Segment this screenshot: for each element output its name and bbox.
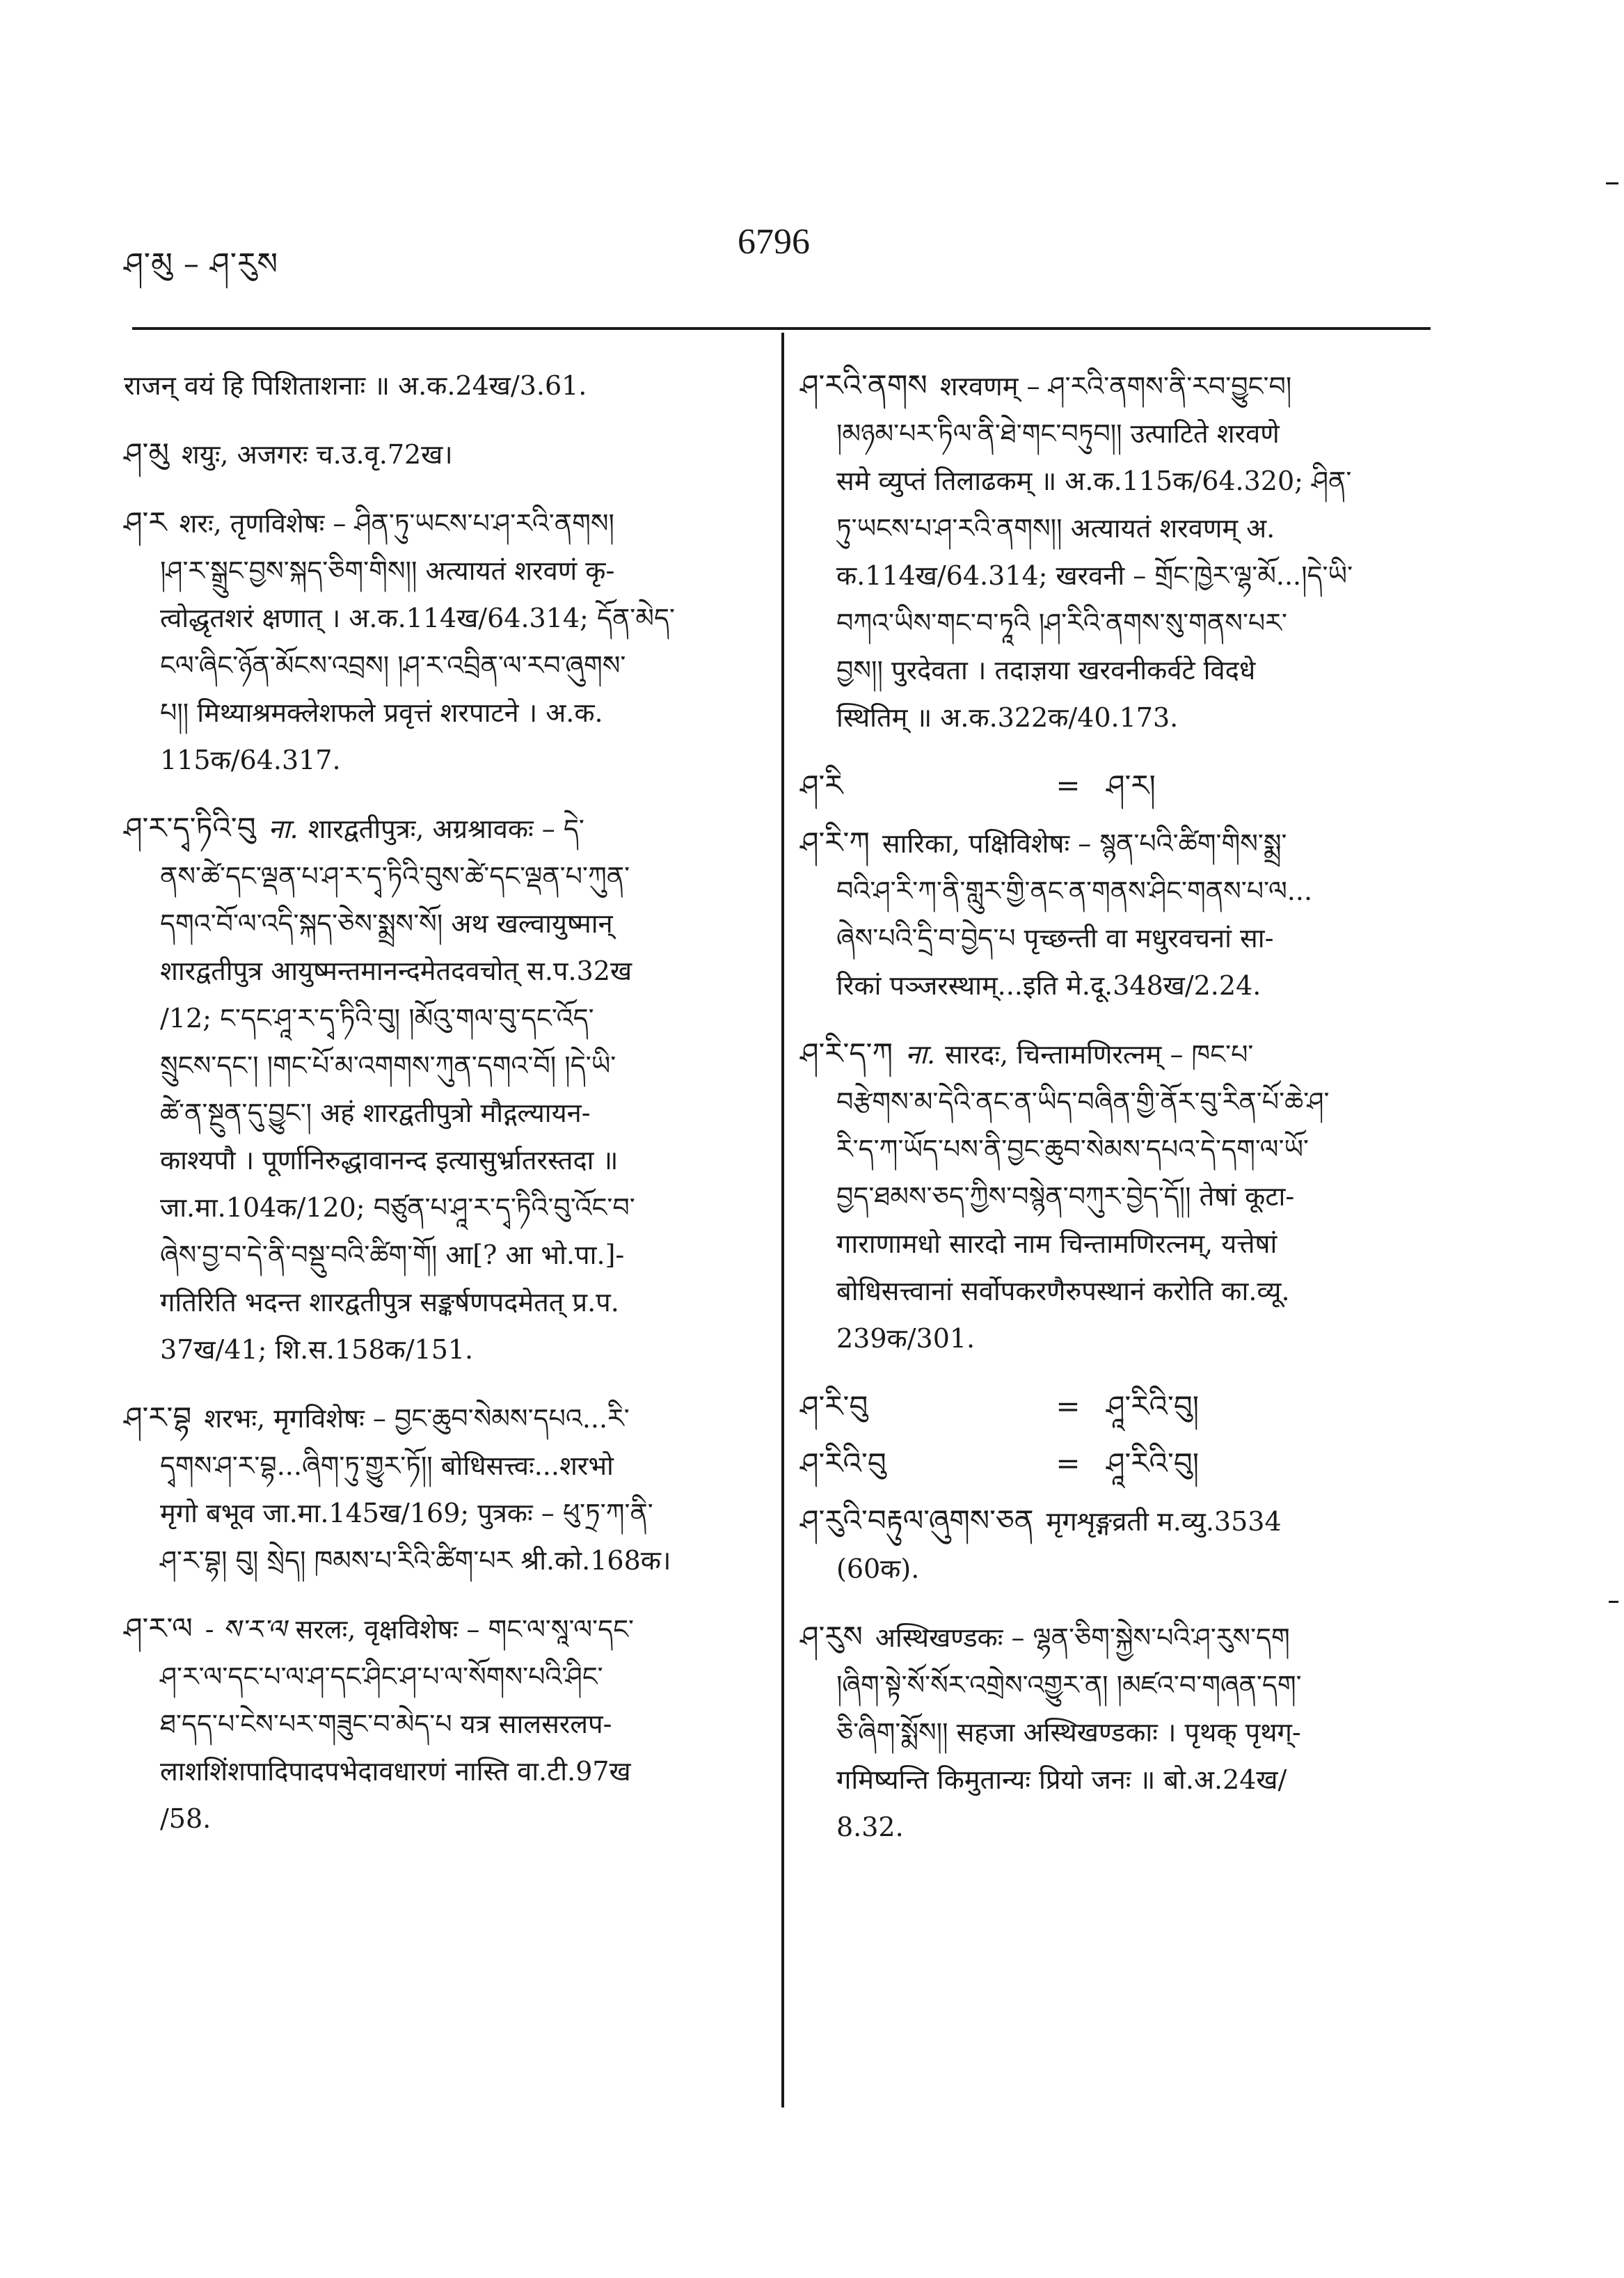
entry-text: गमिष्यन्ति किमुतान्यः प्रियो जनः ॥ बो.अ.24ख/ — [836, 1764, 1287, 1795]
entry-text: །ཤ་ར་སྒྲུང་བྱས་སྐད་ཅིག་གིས།། अत्यायतं शरवणं कृ- — [160, 555, 615, 586]
entry-line — [800, 1661, 1426, 1709]
dictionary-entry — [124, 430, 764, 478]
entry-line — [800, 362, 1426, 410]
entry-line — [124, 947, 764, 995]
entry-text: བའི་ཤ་རི་ཀ་ནི་གླུར་གྱི་ནང་ན་གནས་ཤིང་གནས་པ་ལ... — [836, 876, 1313, 906]
column-divider — [781, 333, 784, 2107]
entry-text: རི་ད་ཀ་ཡོད་པས་ནི་བྱང་ཆུབ་སེམས་དཔའ་དེ་དག་ལ་ཡོ་ — [836, 1134, 1309, 1164]
cross-reference-target: ཤཱ་རིའི་བུ། — [1106, 1446, 1200, 1480]
edge-mark — [1609, 1601, 1618, 1603]
entry-line — [800, 1220, 1426, 1267]
entry-line — [800, 599, 1426, 647]
running-head: ཤ་མུ – ཤ་རུས — [124, 246, 279, 282]
entry-line — [124, 900, 764, 947]
entry-line — [124, 1326, 764, 1373]
headword: ཤ་རིའི་བུ — [800, 1446, 886, 1480]
entry-text: /12; ང་དང་ཤཱ་ར་དྭ་ཏིའི་བུ། །མོའུ་གལ་བུ་དང་འོད་ — [160, 1003, 594, 1034]
entry-line — [124, 1795, 764, 1842]
entry-text: अस्थिखण्डकः – ལྷན་ཅིག་སྐྱེས་པའི་ཤ་རུས་དག — [875, 1622, 1290, 1653]
entry-line — [124, 1089, 764, 1137]
entry-line — [124, 1653, 764, 1700]
headword: ཤ་ར་བྷ — [124, 1400, 192, 1434]
entry-line — [124, 594, 764, 642]
entry-text: समे व्युप्तं तिलाढकम् ॥ अ.क.115क/64.320; ཤིན་ — [836, 466, 1352, 496]
entry-line — [800, 647, 1426, 694]
equals-sign: = — [1056, 1446, 1081, 1480]
headword: ཤ་རི — [800, 768, 843, 802]
entry-text: །ཞིག་སྟེ་སོ་སོར་འགྲེས་འགྱུར་ན། །མཛའ་བ་གཞན་དག་ — [836, 1670, 1302, 1700]
entry-line — [800, 1030, 1426, 1078]
equals-sign: = — [1056, 768, 1081, 802]
entry-text: रिकां पञ्जरस्थाम्...इति मे.दू.348ख/2.24. — [836, 970, 1261, 1001]
headword: ཤ་རི་ཀ — [800, 825, 870, 860]
entry-line — [124, 1700, 764, 1748]
entry-line — [124, 1231, 764, 1279]
entry-text: ཅི་ཞིག་སྨོས།། सहजा अस्थिखण्डकाः । पृथक् पृथग्- — [836, 1717, 1301, 1748]
entry-line — [800, 915, 1426, 962]
entry-text: བྱད་ཐམས་ཅད་ཀྱིས་བསྙེན་བཀུར་བྱེད་དོ།། तेषां कूटा- — [836, 1181, 1295, 1212]
entry-text: त्वोद्धृतशरं क्षणात् । अ.क.114ख/64.314; དོན་མེད་ — [160, 603, 675, 633]
cross-reference-target: ཤ་ར། — [1106, 768, 1156, 802]
entry-text: गतिरिति भदन्त शारद्वतीपुत्र सङ्कर्षणपदमेतत् प्र.प. — [160, 1287, 619, 1318]
entry-text: /58. — [160, 1803, 212, 1834]
entry-line — [124, 1537, 764, 1584]
entry-text: स्थितिम् ॥ अ.क.322क/40.173. — [836, 702, 1179, 733]
dictionary-entry — [800, 1497, 1426, 1592]
headword: ཤ་རི་བུ — [800, 1389, 868, 1423]
entry-text: शारद्वतीपुत्रः, अग्रश्रावकः – དེ་ — [308, 814, 584, 844]
entry-line — [124, 499, 764, 547]
entry-text: ཏུ་ཡངས་པ་ཤ་རའི་ནགས།། अत्यायतं शरवणम् अ. — [836, 513, 1275, 544]
entry-line — [124, 642, 764, 689]
entry-line — [800, 1173, 1426, 1220]
entry-text: मृगो बभूव जा.मा.145ख/169; पुत्रकः – ཕུ་ཏྲ་ཀ་ནི་ — [160, 1498, 653, 1528]
entry-line — [124, 1748, 764, 1795]
entry-text: ཤ་ར་ལ་དང་པ་ལ་ཤ་དང་ཤིང་ཤ་པ་ལ་སོགས་པའི་ཤིང་ — [160, 1661, 603, 1692]
entry-text: सारिका, पक्षिविशेषः – སྙན་པའི་ཚིག་གིས་སྨྲ་ — [882, 828, 1287, 859]
entry-text: བརྩེགས་མ་དེའི་ནང་ན་ཡིད་བཞིན་གྱི་ནོར་བུ་རིན་པོ་ཆེ་ཤ་ — [836, 1086, 1330, 1117]
entry-text: शारद्वतीपुत्र आयुष्मन्तमानन्दमेतदवचोत् स.प.32ख — [160, 956, 632, 986]
page-number: 6796 — [738, 222, 810, 262]
equals-sign: = — [1056, 1389, 1081, 1423]
entry-line — [800, 1545, 1426, 1592]
entry-text: བཀའ་ཡིས་གང་བ་ཏཱའི །ཤ་རིའི་ནགས་སུ་གནས་པར་ — [836, 608, 1287, 638]
headword: ཤ་མུ — [124, 436, 169, 470]
entry-text: དགའ་བོ་ལ་འདི་སྐད་ཅེས་སྨྲས་སོ། अथ खल्वायुष्मान् — [160, 908, 613, 939]
headword: ཤ་ར་ལ — [124, 1611, 193, 1645]
header-rule — [132, 327, 1431, 330]
entry-line — [124, 362, 764, 409]
headword: ཤ་རུའི་བརྟུལ་ཞུགས་ཅན — [800, 1503, 1034, 1537]
entry-text: 115क/64.317. — [160, 745, 341, 775]
entry-text: सरलः, वृक्षविशेषः – གང་ལ་སཱ་ལ་དང་ — [295, 1614, 634, 1645]
entry-line — [800, 1803, 1426, 1851]
right-column — [800, 362, 1426, 1872]
entry-text: 37ख/41; शि.स.158क/151. — [160, 1334, 474, 1365]
entry-line — [800, 1078, 1426, 1125]
entry-line — [800, 1613, 1426, 1661]
dictionary-entry — [124, 499, 764, 784]
entry-line — [800, 1497, 1426, 1545]
dictionary-entry — [800, 362, 1426, 741]
entry-text: ངལ་ཞིང་ཉོན་མོངས་འབྲས། །ཤ་ར་འབྲིན་ལ་རབ་ཞུགས་ — [160, 650, 626, 681]
entry-line — [800, 867, 1426, 915]
entry-line — [124, 430, 764, 478]
entry-line — [124, 1489, 764, 1537]
entry-line — [124, 805, 764, 853]
entry-line — [800, 1267, 1426, 1315]
entry-text: ཚེ་ན་སྔུན་དུ་བྱུང་། अहं शारद्वतीपुत्रो मौद्गल्यायन- — [160, 1098, 591, 1128]
entry-line — [124, 1184, 764, 1231]
entry-text: शरभः, मृगविशेषः – བྱང་ཆུབ་སེམས་དཔའ...རི་ — [204, 1403, 630, 1434]
entry-line — [800, 694, 1426, 741]
dictionary-entry — [124, 362, 764, 409]
dictionary-entry — [124, 1394, 764, 1584]
entry-text: །མཉམ་པར་ཏིལ་ནི་ཐེ་གང་བཏུབ།། उत्पाटिते शरवणे — [836, 418, 1280, 449]
dictionary-entry — [800, 1613, 1426, 1851]
entry-line — [124, 1394, 764, 1442]
entry-line — [124, 1137, 764, 1184]
name-abbreviation: ना. — [905, 1039, 936, 1070]
dictionary-entry — [124, 805, 764, 1373]
headword: ཤ་རི་ད་ཀ — [800, 1036, 893, 1070]
entry-text: काश्यपौ । पूर्णानिरुद्धावानन्द इत्यासुर्भ्रातरस्तदा ॥ — [160, 1145, 619, 1176]
entry-text: ཞེས་བྱ་བ་དེ་ནི་བསྡུ་བའི་ཚིག་གོ། आ[? आ भो.पा.]- — [160, 1240, 625, 1270]
cross-reference-entry — [800, 1383, 1426, 1430]
entry-line — [800, 457, 1426, 505]
entry-text: जा.मा.104क/120; བཙུན་པ་ཤཱ་ར་དྭ་ཏིའི་བུ་འོང་བ་ — [160, 1192, 635, 1223]
entry-text: ཞེས་པའི་དྲི་བ་བྱེད་པ पृच्छन्ती वा मधुरवचनां सा- — [836, 923, 1274, 954]
entry-line — [124, 995, 764, 1042]
dictionary-entry — [800, 819, 1426, 1009]
entry-line — [800, 1756, 1426, 1803]
entry-line — [800, 962, 1426, 1009]
left-column — [124, 362, 764, 1863]
entry-text: ཤ་ར་བྷ། བུ། སྲེད། ཁམས་པ་རིའི་ཚིག་པར श्री.को.168क। — [160, 1545, 671, 1576]
entry-text: པ།། मिथ्याश्रमक्लेशफले प्रवृत्तं शरपाटने । अ.क. — [160, 697, 603, 728]
headword: ཤ་རའི་ནགས — [800, 368, 928, 402]
entry-text: དྭགས་ཤ་ར་བྷ...ཞིག་ཏུ་གྱུར་ཏོ།། बोधिसत्त्वः...शरभो — [160, 1450, 614, 1481]
dictionary-entry — [124, 1605, 764, 1842]
entry-text: ནས་ཚེ་དང་ལྡན་པ་ཤ་ར་དྭ་ཏིའི་བུས་ཚེ་དང་ལྡན་པ་ཀུན་ — [160, 861, 630, 892]
cross-reference-entry — [800, 762, 1426, 809]
entry-line — [124, 1042, 764, 1089]
entry-text: བྱས།། पुरदेवता । तदाज्ञया खरवनीकर्वटे विदधे — [836, 655, 1256, 686]
cross-reference-entry — [800, 1440, 1426, 1487]
entry-line — [800, 1315, 1426, 1362]
entry-text: སྲུངས་དང་། །གང་པོ་མ་འགགས་ཀུན་དགའ་བོ། །དེ་ཡི་ — [160, 1050, 616, 1081]
variant-form: - ས་ར་ལ — [205, 1614, 286, 1645]
entry-text: शयुः, अजगरः च.उ.वृ.72ख। — [181, 439, 453, 470]
entry-text: (60क). — [836, 1553, 920, 1584]
entry-text: बोधिसत्त्वानां सर्वोपकरणैरुपस्थानं करोति का.व्यू. — [836, 1276, 1290, 1306]
entry-line — [124, 736, 764, 784]
entry-line — [800, 819, 1426, 867]
entry-line — [124, 547, 764, 594]
entry-line — [124, 1279, 764, 1326]
entry-line — [800, 505, 1426, 552]
entry-line — [124, 689, 764, 736]
entry-line — [800, 552, 1426, 599]
entry-line — [800, 1709, 1426, 1756]
entry-line — [800, 410, 1426, 457]
entry-text: लाशशिंशपादिपादपभेदावधारणं नास्ति वा.टी.97ख — [160, 1756, 631, 1787]
entry-text: गाराणामधो सारदो नाम चिन्तामणिरत्नम्, यत्तेषां — [836, 1228, 1277, 1259]
entry-text: सारदः, चिन्तामणिरत्नम् – ཁང་པ་ — [945, 1039, 1254, 1070]
entry-line — [800, 1125, 1426, 1173]
entry-line — [124, 853, 764, 900]
entry-line — [124, 1605, 764, 1653]
entry-text: शरः, तृणविशेषः – ཤིན་ཏུ་ཡངས་པ་ཤ་རའི་ནགས། — [179, 508, 614, 539]
name-abbreviation: ना. — [268, 814, 298, 844]
entry-text: मृगशृङ्गव्रती म.व्यु.3534 — [1046, 1506, 1282, 1537]
headword: ཤ་ར — [124, 505, 167, 539]
cross-reference-target: ཤཱ་རིའི་བུ། — [1106, 1389, 1200, 1423]
entry-text: शरवणम् – ཤ་རའི་ནགས་ནི་རབ་བྱུང་བ། — [939, 371, 1292, 402]
headword: ཤ་ར་དྭ་ཏིའི་བུ — [124, 811, 256, 845]
entry-text: ཐ་དད་པ་ངེས་པར་གཟུང་བ་མེད་པ यत्र सालसरलप- — [160, 1709, 612, 1739]
entry-text: 8.32. — [836, 1812, 904, 1842]
entry-line — [124, 1442, 764, 1489]
entry-text: क.114ख/64.314; खरवनी – གྲོང་ཁྱེར་ལྷ་མོ...།དེ་ཡི་ — [836, 560, 1353, 591]
edge-mark — [1606, 182, 1618, 184]
entry-text: राजन् वयं हि पिशिताशनाः ॥ अ.क.24ख/3.61. — [124, 370, 587, 401]
entry-text: 239क/301. — [836, 1323, 976, 1354]
headword: ཤ་རུས — [800, 1620, 863, 1654]
dictionary-entry — [800, 1030, 1426, 1362]
